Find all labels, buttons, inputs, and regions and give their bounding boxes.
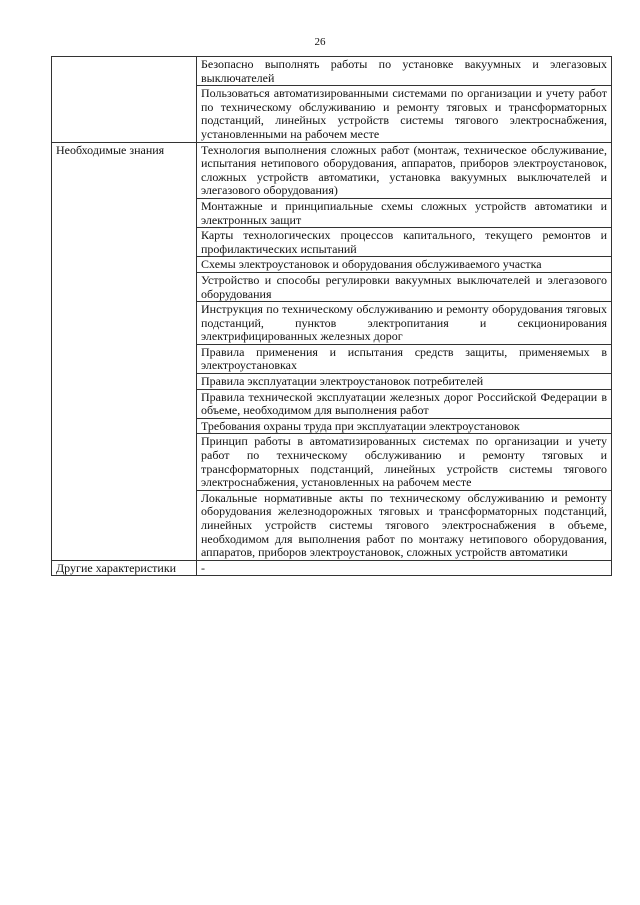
requirement-text: Локальные нормативные акты по техническому обслуживанию и ремонту оборудования железнодорожных тяговых и трансформаторных подстанций, линейных устройств системы тягового электроснабжения в объеме, необходимом для выполнения работ по монтажу нетипового оборудования, аппаратов, приборов электроустановок, сложных устройств автоматики (197, 490, 612, 560)
requirement-text: Монтажные и принципиальные схемы сложных устройств автоматики и электронных защит (197, 198, 612, 227)
requirement-text: - (197, 560, 612, 576)
page-number: 26 (314, 36, 326, 48)
requirement-text: Безопасно выполнять работы по установке вакуумных и элегазовых выключателей (197, 57, 612, 86)
requirement-text: Правила эксплуатации электроустановок потребителей (197, 374, 612, 390)
requirement-text: Устройство и способы регулировки вакуумных выключателей и элегазового оборудования (197, 272, 612, 301)
requirement-text: Карты технологических процессов капитального, текущего ремонтов и профилактических испытаний (197, 228, 612, 257)
requirement-text: Принцип работы в автоматизированных системах по организации и учету работ по техническому обслуживанию и ремонту тяговых и трансформаторных подстанций, линейных устройств системы тягового электроснабжения, установленных на рабочем месте (197, 434, 612, 490)
requirement-text: Правила технической эксплуатации железных дорог Российской Федерации в объеме, необходимом для выполнения работ (197, 389, 612, 418)
requirement-text: Правила применения и испытания средств защиты, применяемых в электроустановках (197, 344, 612, 373)
section-label: Необходимые знания (52, 142, 197, 560)
section-label: Другие характеристики (52, 560, 197, 576)
requirement-text: Пользоваться автоматизированными системами по организации и учету работ по техническому обслуживанию и ремонту тяговых и трансформаторных подстанций, линейных устройств системы тягового электроснабжения, установленными на рабочем месте (197, 86, 612, 142)
table-row (52, 142, 612, 198)
qualification-table (51, 56, 612, 576)
table-row (52, 560, 612, 576)
section-label (52, 57, 197, 143)
requirement-text: Требования охраны труда при эксплуатации электроустановок (197, 418, 612, 434)
table-row (52, 57, 612, 86)
table-body (52, 57, 612, 576)
requirement-text: Схемы электроустановок и оборудования обслуживаемого участка (197, 257, 612, 273)
requirement-text: Инструкция по техническому обслуживанию и ремонту оборудования тяговых подстанций, пунктов электропитания и секционирования электрифицированных железных дорог (197, 302, 612, 345)
requirement-text: Технология выполнения сложных работ (монтаж, техническое обслуживание, испытания нетипового оборудования, аппаратов, приборов электроустановок, сложных устройств автоматики, установка вакуумных выключателей и элегазового оборудования) (197, 142, 612, 198)
